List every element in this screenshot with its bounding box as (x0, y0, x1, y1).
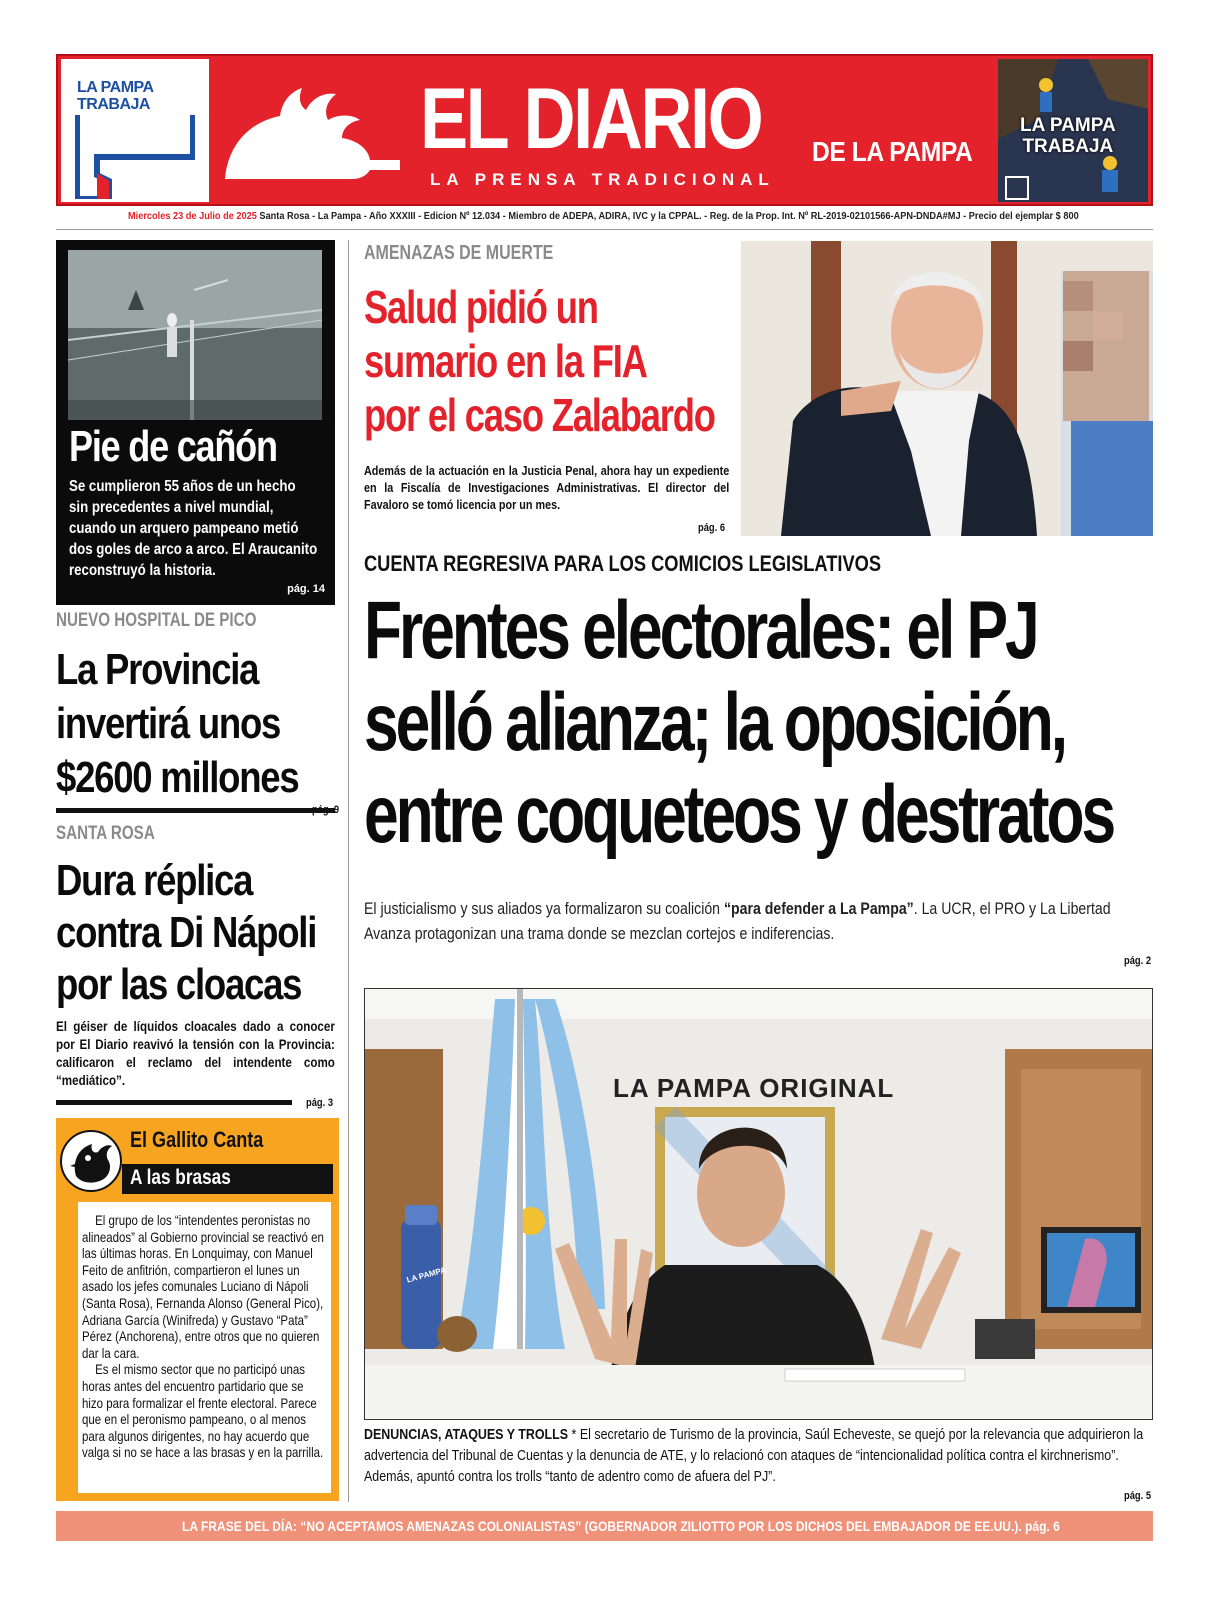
rooster-icon (60, 1130, 122, 1192)
zalabardo-photo (741, 241, 1153, 536)
main-dek-post: . La UCR, el PRO y La Libertad Avanza protagonizan una trama donde se mezclan cortejos e indiferencias. (364, 899, 1111, 943)
main-headline-line: selló alianza; la oposición, (364, 677, 1066, 768)
wall-sign: LA PAMPA ORIGINAL (613, 1073, 895, 1103)
newspaper-title: EL DIARIO (420, 71, 762, 167)
hospital-page-ref[interactable]: pág. 9 (312, 804, 340, 816)
fia-headline-line: sumario en la FIA (364, 335, 647, 387)
santa-rosa-headline-line: por las cloacas (56, 960, 302, 1009)
gallito-paragraph: Es el mismo sector que no participó unas horas antes del encuentro partidario que se hizo para formalizar el frente electoral. Parece que en el peronismo pampeano, o al menos para algunos dirigentes, no hay acuerdo que valga si no se hace a las brasas y en la parrilla. (82, 1361, 324, 1461)
santa-rosa-page-ref[interactable]: pág. 3 (306, 1097, 334, 1109)
photo-caption (364, 1424, 1144, 1487)
santa-rosa-headline-line: contra Di Nápoli (56, 908, 317, 957)
top-divider (56, 229, 1153, 230)
date-text: Miercoles 23 de Julio de 2025 (128, 211, 257, 222)
fia-headline-line: por el caso Zalabardo (364, 389, 715, 441)
quote-of-the-day-bar[interactable] (56, 1511, 1153, 1541)
main-headline-line: Frentes electorales: el PJ (364, 585, 1037, 676)
masthead (56, 54, 1153, 206)
hospital-headline[interactable] (56, 643, 298, 805)
feature-photo (68, 250, 322, 420)
main-kicker: CUENTA REGRESIVA PARA LOS COMICIOS LEGISLATIVOS (364, 551, 882, 576)
feature-story[interactable] (56, 240, 335, 605)
gallito-subtitle-bar (122, 1164, 333, 1194)
main-dek-quote: “para defender a La Pampa” (723, 899, 914, 918)
hospital-kicker: NUEVO HOSPITAL DE PICO (56, 610, 257, 631)
santa-rosa-headline[interactable] (56, 855, 316, 1011)
gallito-subtitle: A las brasas (130, 1166, 231, 1189)
thermos-text: LA PAMPA (405, 1265, 447, 1285)
la-pampa-map-icon (75, 115, 195, 199)
la-pampa-trabaja-promo-left[interactable] (61, 59, 209, 202)
dateline (128, 211, 1079, 222)
feature-summary: Se cumplieron 55 años de un hecho sin precedentes a nivel mundial, cuando un arquero pampeano metió dos goles de arco a arco. El Araucanito reconstruyó la historia. (69, 478, 318, 579)
caption-page-ref[interactable]: pág. 5 (1124, 1490, 1152, 1502)
feature-page-ref[interactable]: pág. 14 (287, 583, 325, 595)
diario-logo-icon (220, 84, 405, 184)
main-summary (364, 896, 1153, 946)
fia-summary: Además de la actuación en la Justicia Penal, ahora hay un expediente en la Fiscalía de Investigaciones Administrativas. El director del Favaloro se tomó licencia por un mes. (364, 463, 730, 512)
echeveste-photo (364, 988, 1153, 1420)
hospital-headline-line: $2600 millones (56, 753, 299, 802)
promo-left-text: LA PAMPA TRABAJA (77, 79, 154, 113)
newspaper-subtitle: DE LA PAMPA (812, 136, 973, 167)
hospital-headline-line: La Provincia (56, 645, 259, 694)
column-divider (348, 240, 349, 1502)
goalkeeper-archive-image (68, 250, 322, 420)
feature-headline[interactable]: Pie de cañón (69, 422, 277, 471)
la-pampa-trabaja-promo-right[interactable] (998, 59, 1148, 202)
santa-rosa-summary: El géiser de líquidos cloacales dado a conocer por El Diario reavivó la tensión con la Provincia: calificaron el reclamo del intendente como “mediático”. (56, 1018, 335, 1088)
section-divider (56, 808, 335, 813)
newspaper-tagline: LA PRENSA TRADICIONAL (430, 170, 775, 189)
promo-right-text: LA PAMPA TRABAJA (1020, 115, 1116, 157)
fia-kicker: AMENAZAS DE MUERTE (364, 242, 554, 264)
fia-page-ref[interactable]: pág. 6 (698, 522, 726, 534)
santa-rosa-headline-line: Dura réplica (56, 856, 253, 905)
santa-rosa-kicker: SANTA ROSA (56, 823, 155, 844)
fia-headline-line: Salud pidió un (364, 281, 598, 333)
edition-info: Santa Rosa - La Pampa - Año XXXIII - Edicion Nº 12.034 - Miembro de ADEPA, ADIRA, IVC y la CPPAL. - Reg. de la Prop. Int. Nº RL-2019-02101566-APN-DNDA#MJ - Precio del ejemplar $ 800 (256, 211, 1079, 222)
gallito-body (82, 1212, 326, 1461)
quote-of-the-day: LA FRASE DEL DÍA: “NO ACEPTAMOS AMENAZAS COLONIALISTAS” (GOBERNADOR ZILIOTTO POR LOS DICHOS DEL EMBAJADOR DE EE.UU.). pág. 6 (182, 1518, 1060, 1534)
main-headline[interactable] (364, 585, 1113, 861)
gallito-paragraph: El grupo de los “intendentes peronistas no alineados” al Gobierno provincial se reactivó en las últimas horas. En Lonquimay, con Manuel Feito de anfitrión, compartieron el lunes un asado los jefes comunales Luciano di Nápoli (Santa Rosa), Fernanda Alonso (General Pico), Adriana García (Winifreda) y Gustavo “Pata” Pérez (Anchorena), entre otros que no quieren dar la cara. (82, 1212, 324, 1361)
caption-lead: DENUNCIAS, ATAQUES Y TROLLS (364, 1426, 569, 1443)
main-page-ref[interactable]: pág. 2 (1124, 955, 1152, 967)
gallito-text-box (78, 1202, 331, 1493)
fia-headline[interactable] (364, 280, 715, 442)
main-headline-line: entre coqueteos y destratos (364, 769, 1114, 860)
caption-text: * El secretario de Turismo de la provincia, Saúl Echeveste, se quejó por la relevancia que adquirieron la advertencia del Tribunal de Cuentas y la denuncia de ATE, y lo relacionó con ataques de “intencionalidad política contra el kirchnerismo”. Además, apuntó contra los trolls “tanto de adentro como de afuera del PJ”. (364, 1426, 1144, 1485)
gallito-title: El Gallito Canta (130, 1127, 264, 1152)
hospital-headline-line: invertirá unos (56, 699, 281, 748)
section-divider (56, 1100, 292, 1105)
main-dek-pre: El justicialismo y sus aliados ya formalizaron su coalición (364, 899, 724, 918)
gallito-canta-column (56, 1118, 339, 1501)
